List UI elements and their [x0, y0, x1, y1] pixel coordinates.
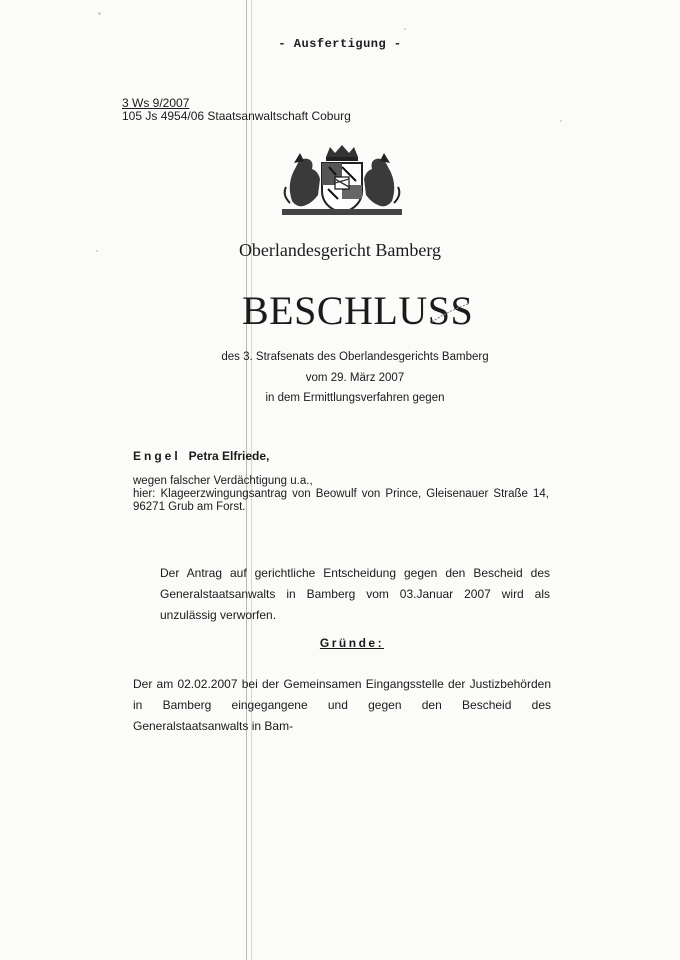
document-title: BESCHLUSS	[242, 288, 474, 333]
address-line: 96271 Grub am Forst.	[133, 501, 246, 513]
lion-left-icon	[290, 159, 320, 207]
subtitle-proceedings: in dem Ermittlungsverfahren gegen	[265, 392, 445, 404]
accused-last-name: Engel	[133, 449, 181, 463]
ruling-paragraph: Der Antrag auf gerichtliche Entscheidung gegen den Bescheid des Generalstaatsanwalts in Bamberg vom 03.Januar 2007 wird als unzulässig verworfen.	[160, 566, 550, 622]
crest-base	[282, 209, 402, 215]
reasons-heading: Gründe:	[319, 636, 385, 650]
copy-mark: - Ausfertigung -	[278, 37, 402, 51]
motion-line: hier: Klageerzwingungsantrag von Beowulf von Prince, Gleisenauer Straße 14,	[133, 488, 549, 500]
court-name: Oberlandesgericht Bamberg	[238, 240, 442, 260]
subtitle-date: vom 29. März 2007	[305, 372, 405, 384]
accused-first-names: Petra Elfriede,	[188, 449, 270, 463]
subtitle-senate: des 3. Strafsenats des Oberlandesgerichts Bamberg	[221, 351, 489, 363]
bavarian-coat-of-arms	[272, 143, 412, 219]
prosecution-reference: 105 Js 4954/06 Staatsanwaltschaft Coburg	[122, 109, 351, 123]
reasons-paragraph: Der am 02.02.2007 bei der Gemeinsamen Eingangsstelle der Justizbehörden in Bamberg eingegangene und gegen den Bescheid des Generalstaatsanwalts in Bam-	[133, 677, 551, 733]
lion-right-icon	[364, 159, 394, 207]
case-number: 3 Ws 9/2007	[122, 96, 190, 110]
crown-icon	[326, 145, 358, 157]
pen-stroke-mark	[430, 300, 470, 326]
charge-line: wegen falscher Verdächtigung u.a.,	[133, 475, 313, 487]
accused-name	[133, 449, 269, 463]
